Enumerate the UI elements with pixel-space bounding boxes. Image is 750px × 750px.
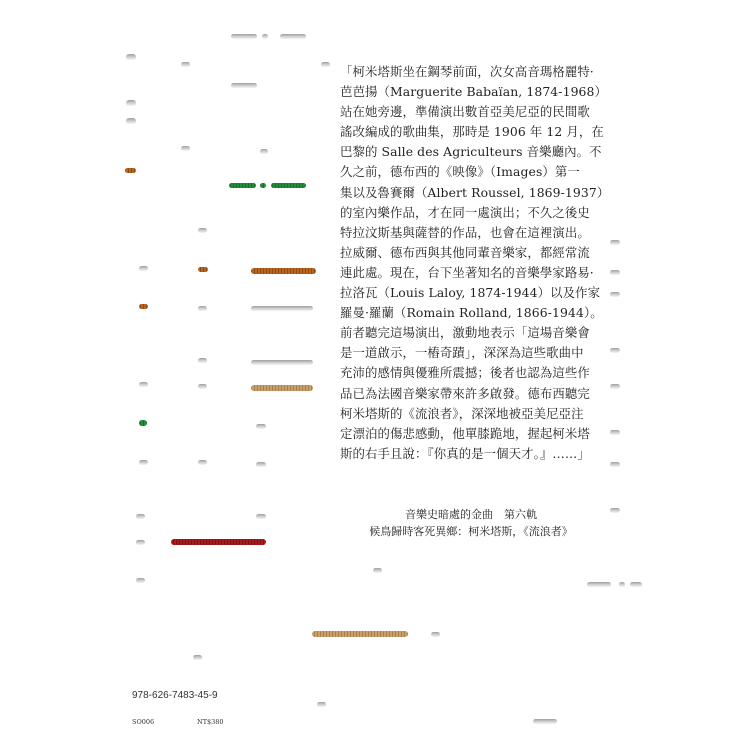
paragraph-line: 前者聽完這場演出，激動地表示「這場音樂會 — [340, 325, 590, 341]
price-label: NT$380 — [197, 718, 224, 726]
paragraph-line: 定漂泊的傷悲感動，他單膝跪地，握起柯米塔 — [340, 425, 590, 441]
note-green — [271, 183, 306, 188]
punch-hole — [610, 240, 620, 245]
paragraph-line: 是一道啟示，一樁奇蹟」，深深為這些歌曲中 — [340, 345, 584, 361]
punch-hole — [231, 34, 257, 39]
punch-hole — [139, 460, 148, 465]
paragraph-line: 特拉汶斯基與薩替的作品，也會在這裡演出。 — [340, 224, 590, 240]
punch-hole — [198, 384, 207, 389]
punch-hole — [251, 306, 313, 311]
note-red — [171, 539, 266, 545]
note-tan — [251, 385, 313, 391]
punch-hole — [251, 360, 313, 365]
paragraph-line: 拉威爾、德布西與其他同輩音樂家，都經常流 — [340, 244, 590, 260]
punch-hole — [610, 270, 620, 275]
punch-hole — [126, 100, 136, 106]
paragraph-line: 久之前，德布西的《映像》（Images）第一 — [340, 164, 580, 180]
punch-hole — [610, 348, 620, 353]
punch-hole — [260, 149, 268, 154]
note-orange — [139, 304, 148, 309]
paragraph-line: 巴黎的 Salle des Agriculteurs 音樂廳內。不 — [340, 144, 602, 160]
punch-hole — [256, 424, 266, 429]
isbn: 978-626-7483-45-9 — [132, 690, 218, 701]
paragraph-line: 連此處。現在，台下坐著知名的音樂學家路易· — [340, 264, 594, 280]
punch-hole — [610, 430, 620, 435]
punch-hole — [610, 508, 620, 513]
punch-hole — [136, 514, 145, 519]
punch-hole — [610, 292, 620, 297]
paragraph-line: 芭芭揚（Marguerite Babaïan, 1874-1968） — [340, 84, 608, 100]
punch-hole — [630, 582, 642, 587]
paragraph-line: 集以及魯賽爾（Albert Roussel, 1869-1937） — [340, 184, 610, 200]
note-green — [139, 420, 147, 426]
paragraph-line: 「柯米塔斯坐在鋼琴前面，次女高音瑪格麗特· — [340, 64, 594, 79]
punch-hole — [587, 582, 611, 587]
punch-hole — [321, 62, 330, 67]
series-caption: 音樂史暗處的金曲 第六軌 — [405, 508, 537, 521]
punch-hole — [181, 62, 190, 67]
paragraph-line: 斯的右手且說：『你真的是一個天才。』……」 — [340, 445, 590, 461]
note-orange — [198, 267, 208, 272]
note-green — [260, 183, 266, 188]
punch-hole — [317, 702, 326, 707]
punch-hole — [136, 540, 145, 545]
punch-hole — [193, 655, 202, 660]
punch-hole — [256, 514, 266, 519]
product-code: SO006 — [132, 718, 155, 726]
punch-hole — [610, 384, 620, 389]
punch-hole — [231, 83, 257, 88]
punch-hole — [126, 54, 136, 60]
note-orange — [125, 168, 136, 173]
punch-hole — [262, 34, 268, 39]
punch-hole — [280, 34, 306, 39]
punch-hole — [610, 462, 620, 467]
paragraph-line: 羅曼·羅蘭（Romain Rolland, 1866-1944）。 — [340, 305, 603, 321]
punch-hole — [136, 578, 145, 583]
chapter-title: 候鳥歸時客死異鄉：柯米塔斯，《流浪者》 — [369, 525, 573, 538]
punch-hole — [619, 582, 625, 587]
punch-hole — [198, 460, 207, 465]
paragraph-line: 站在她旁邊，準備演出數首亞美尼亞的民間歌 — [340, 104, 590, 120]
punch-hole — [139, 382, 148, 387]
paragraph-line: 品已為法國音樂家帶來許多啟發。德布西聽完 — [340, 385, 590, 401]
note-orange — [251, 268, 316, 274]
note-tan — [312, 631, 408, 637]
punch-hole — [198, 306, 207, 311]
paragraph-line: 謠改編成的歌曲集，那時是 1906 年 12 月，在 — [340, 124, 604, 140]
punch-hole — [373, 568, 382, 573]
note-green — [229, 183, 256, 188]
punch-hole — [181, 146, 190, 151]
paragraph-line: 的室內樂作品，才在同一處演出；不久之後史 — [340, 204, 590, 220]
punch-hole — [198, 358, 207, 363]
punch-hole — [256, 462, 266, 467]
punch-hole — [198, 228, 207, 233]
body-paragraph — [340, 62, 610, 464]
punch-hole — [139, 266, 148, 271]
paragraph-line: 充沛的感情與優雅所震撼；後者也認為這些作 — [340, 365, 590, 381]
paragraph-line: 柯米塔斯的《流浪者》，深深地被亞美尼亞注 — [340, 405, 584, 421]
punch-hole — [126, 118, 136, 124]
paragraph-line: 拉洛瓦（Louis Laloy, 1874-1944）以及作家 — [340, 285, 601, 301]
punch-hole — [533, 719, 557, 724]
punch-hole — [431, 632, 440, 637]
